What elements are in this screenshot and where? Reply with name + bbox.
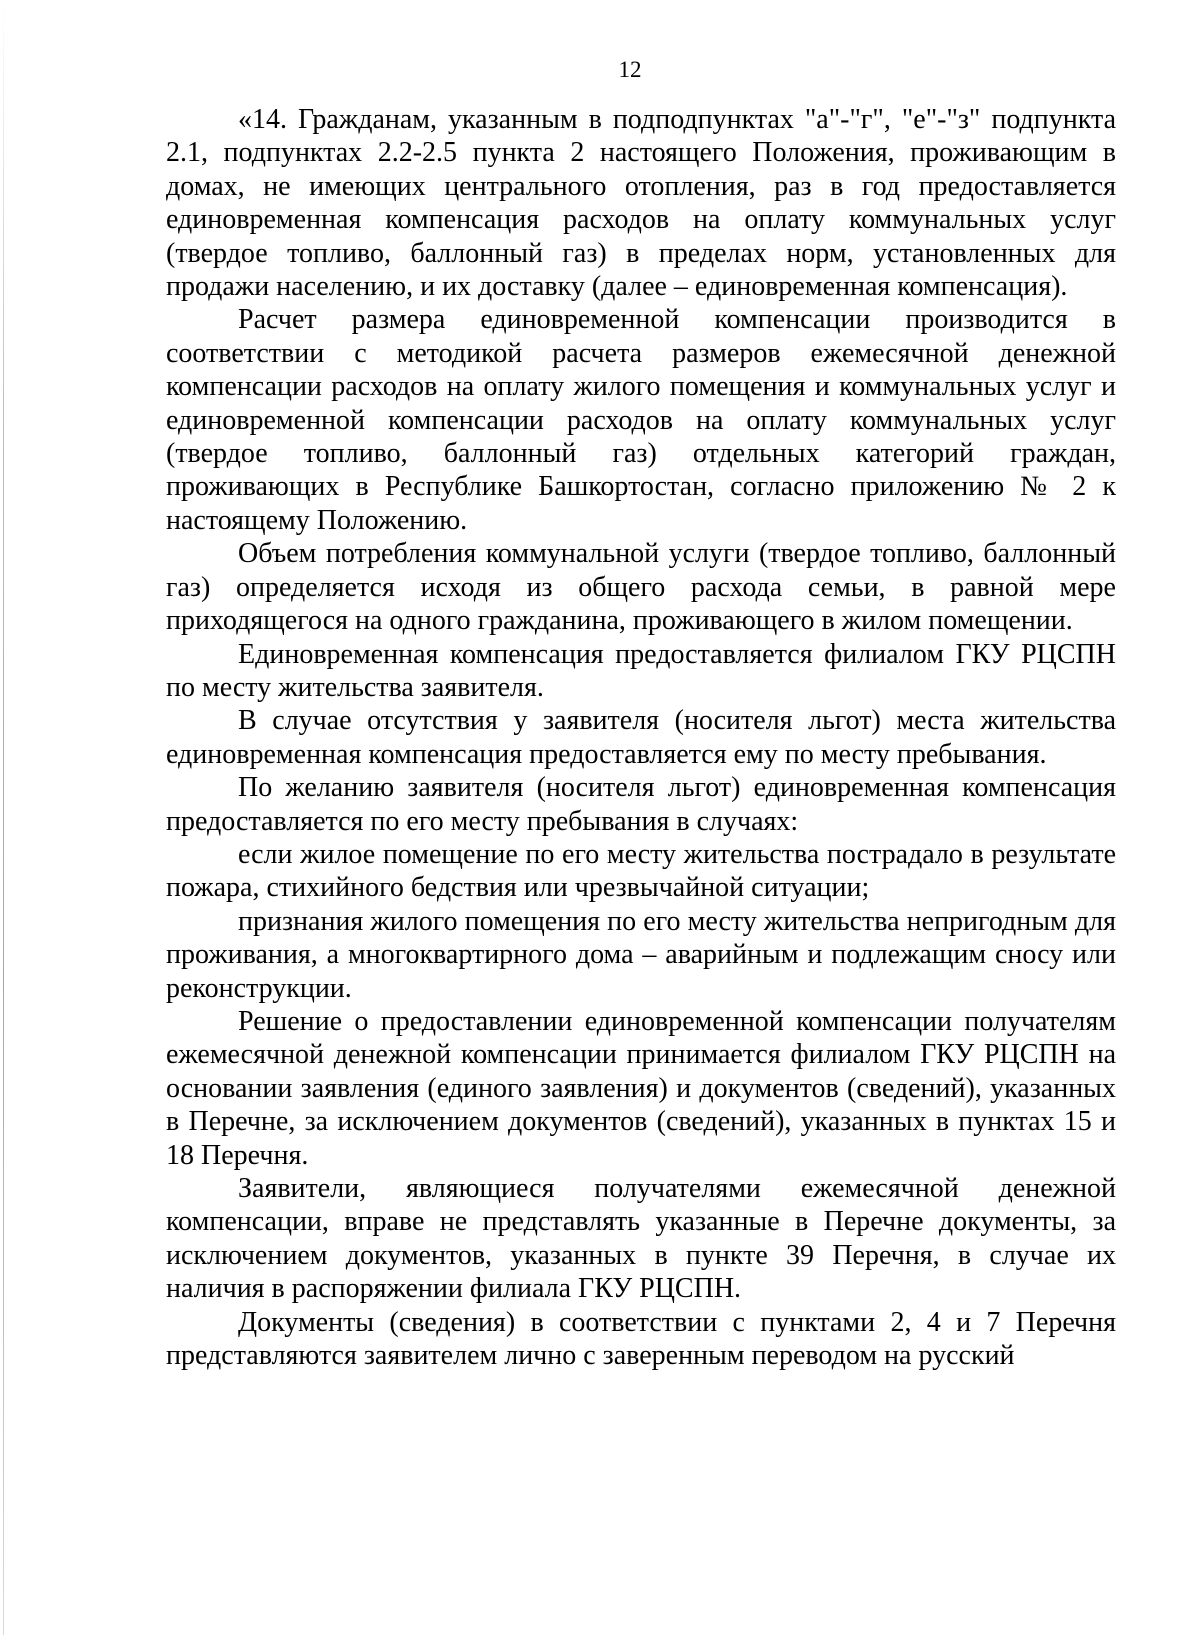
paragraph-decision: Решение о предоставлении единовременной компенсации получателям ежемесячной денежной компенсации принимается филиалом ГКУ РЦСПН на основании заявления (единого заявления) и документов (сведений), указанных в Перечне, за исключением документов (сведений), указанных в пунктах 15 и 18 Перечня. <box>166 1005 1116 1171</box>
paragraph-provided-by-branch: Единовременная компенсация предоставляется филиалом ГКУ РЦСПН по месту жительства заявителя. <box>166 638 1116 703</box>
paragraph-consumption-volume: Объем потребления коммунальной услуги (твердое топливо, баллонный газ) определяется исходя из общего расхода семьи, в равной мере приходящегося на одного гражданина, проживающего в жилом помещении. <box>166 538 1116 637</box>
paragraph-documents-translation: Документы (сведения) в соответствии с пунктами 2, 4 и 7 Перечня представляются заявителем лично с заверенным переводом на русский <box>166 1306 1116 1372</box>
page-number: 12 <box>618 57 642 82</box>
paragraph-case-unfit: признания жилого помещения по его месту жительства непригодным для проживания, а многоквартирного дома – аварийным и подлежащим сносу или реконструкции. <box>166 905 1116 1004</box>
paragraph-at-request: По желанию заявителя (носителя льгот) единовременная компенсация предоставляется по его месту пребывания в случаях: <box>166 772 1116 837</box>
paragraph-case-damage: если жилое помещение по его месту жительства пострадало в результате пожара, стихийного бедствия или чрезвычайной ситуации; <box>166 838 1116 904</box>
paragraph-applicants-recipients: Заявители, являющиеся получателями ежемесячной денежной компенсации, вправе не представлять указанные в Перечне документы, за исключением документов, указанных в пункте 39 Перечня, в случае их наличия в распоряжении филиала ГКУ РЦСПН. <box>166 1173 1116 1305</box>
paragraph-no-residence: В случае отсутствия у заявителя (носителя льгот) места жительства единовременная компенсация предоставляется ему по месту пребывания. <box>166 705 1116 770</box>
document-body <box>166 103 1116 1372</box>
scan-edge-line <box>3 0 4 1635</box>
paragraph-14-intro: «14. Гражданам, указанным в подподпунктах "а"-"г", "е"-"з" подпункта 2.1, подпунктах 2.2-2.5 пункта 2 настоящего Положения, проживающим в домах, не имеющих центрального отопления, раз в год предоставляется единовременная компенсация расходов на оплату коммунальных услуг (твердое топливо, баллонный газ) в пределах норм, установленных для продажи населению, и их доставку (далее – единовременная компенсация). <box>166 104 1116 303</box>
paragraph-calculation: Расчет размера единовременной компенсации производится в соответствии с методикой расчета размеров ежемесячной денежной компенсации расходов на оплату жилого помещения и коммунальных услуг и единовременной компенсации расходов на оплату коммунальных услуг (твердое топливо, баллонный газ) отдельных категорий граждан, проживающих в Республике Башкортостан, согласно приложению № 2 к настоящему Положению. <box>166 304 1116 536</box>
